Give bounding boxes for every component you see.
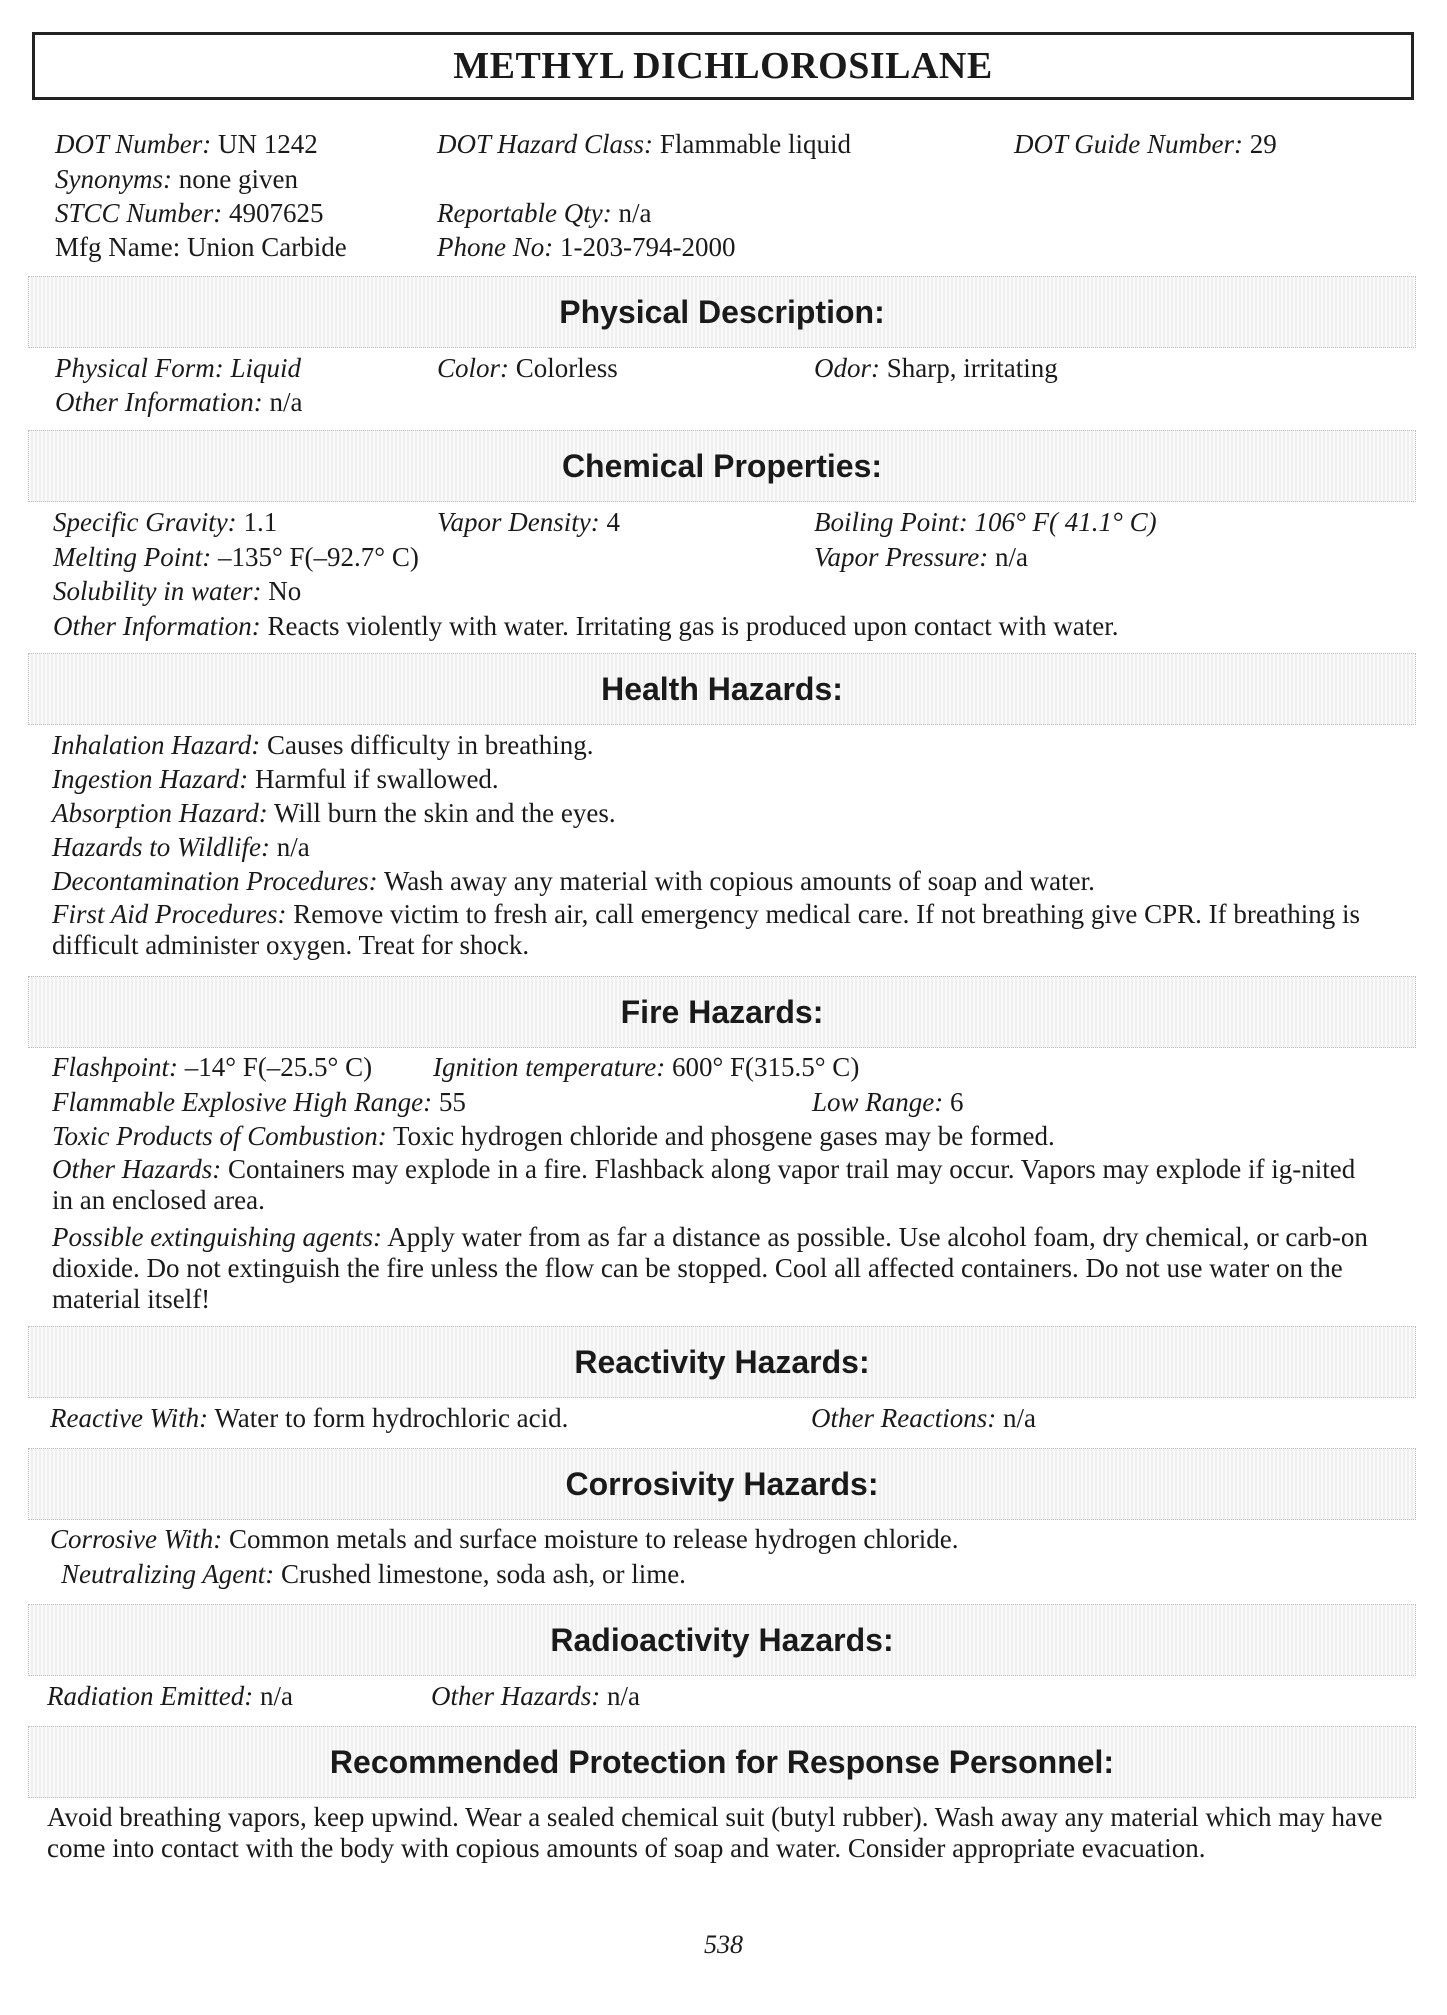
absorption-hazard: Absorption Hazard: Will burn the skin and the eyes. bbox=[52, 798, 616, 828]
reportable-qty: Reportable Qty: n/a bbox=[437, 198, 652, 228]
decontamination-procedures: Decontamination Procedures: Wash away any material with copious amounts of soap and water. bbox=[52, 866, 1095, 896]
radioactivity-other-hazards: Other Hazards: n/a bbox=[431, 1681, 641, 1711]
vapor-density: Vapor Density: 4 bbox=[437, 507, 620, 537]
section-heading-health: Health Hazards: bbox=[28, 653, 1416, 725]
odor: Odor: Sharp, irritating bbox=[814, 353, 1058, 383]
reactive-with: Reactive With: Water to form hydrochloric acid. bbox=[50, 1403, 569, 1433]
first-aid-procedures: First Aid Procedures: Remove victim to fresh air, call emergency medical care. If not breathing give CPR. If breathing is difficult administer oxygen. Treat for shock. bbox=[52, 899, 1361, 960]
flammable-high-range: Flammable Explosive High Range: 55 bbox=[52, 1087, 466, 1117]
document-title: METHYL DICHLOROSILANE bbox=[32, 32, 1414, 100]
other-fire-hazards: Other Hazards: Containers may explode in a fire. Flashback along vapor trail may occur. Vapors may explode if ig-nited in an enclosed area. bbox=[52, 1154, 1356, 1215]
specific-gravity: Specific Gravity: 1.1 bbox=[53, 507, 278, 537]
other-reactions: Other Reactions: n/a bbox=[811, 1403, 1036, 1433]
extinguishing-agents: Possible extinguishing agents: Apply water from as far a distance as possible. Use alcohol foam, dry chemical, or carb-on dioxide. Do not extinguish the fire unless the flow can be stopped. Cool all affected containers. Do not use water on the material itself! bbox=[52, 1222, 1368, 1314]
boiling-point: Boiling Point: 106° F( 41.1° C) bbox=[814, 507, 1157, 537]
color: Color: Colorless bbox=[437, 353, 618, 383]
chemical-other-info: Other Information: Reacts violently with water. Irritating gas is produced upon contact with water. bbox=[53, 611, 1119, 641]
protection-text: Avoid breathing vapors, keep upwind. Wear a sealed chemical suit (butyl rubber). Wash away any material which may have come into contact with the body with copious amounts of soap and water. Consider appropriate evacuation. bbox=[47, 1802, 1383, 1863]
mfg-name: Mfg Name: Union Carbide bbox=[55, 232, 347, 262]
solubility: Solubility in water: No bbox=[53, 576, 302, 606]
page-number: 538 bbox=[704, 1930, 743, 1959]
ignition-temperature: Ignition temperature: 600° F(315.5° C) bbox=[433, 1052, 860, 1082]
ingestion-hazard: Ingestion Hazard: Harmful if swallowed. bbox=[52, 764, 499, 794]
corrosive-with: Corrosive With: Common metals and surface moisture to release hydrogen chloride. bbox=[50, 1524, 959, 1554]
synonyms: Synonyms: none given bbox=[55, 164, 298, 194]
phone-no: Phone No: 1-203-794-2000 bbox=[437, 232, 736, 262]
radiation-emitted: Radiation Emitted: n/a bbox=[47, 1681, 293, 1711]
section-heading-reactivity: Reactivity Hazards: bbox=[28, 1326, 1416, 1398]
section-heading-fire: Fire Hazards: bbox=[28, 976, 1416, 1048]
neutralizing-agent: Neutralizing Agent: Crushed limestone, soda ash, or lime. bbox=[61, 1559, 686, 1589]
dot-hazard-class: DOT Hazard Class: Flammable liquid bbox=[437, 129, 852, 159]
stcc-number: STCC Number: 4907625 bbox=[55, 198, 324, 228]
section-heading-radioactivity: Radioactivity Hazards: bbox=[28, 1604, 1416, 1676]
section-heading-physical: Physical Description: bbox=[28, 276, 1416, 348]
physical-form: Physical Form: Liquid bbox=[55, 353, 301, 383]
dot-number: DOT Number: UN 1242 bbox=[55, 129, 318, 159]
wildlife-hazard: Hazards to Wildlife: n/a bbox=[52, 832, 310, 862]
flammable-low-range: Low Range: 6 bbox=[812, 1087, 964, 1117]
inhalation-hazard: Inhalation Hazard: Causes difficulty in breathing. bbox=[52, 730, 594, 760]
vapor-pressure: Vapor Pressure: n/a bbox=[814, 542, 1028, 572]
physical-other-info: Other Information: n/a bbox=[55, 387, 303, 417]
section-heading-protection: Recommended Protection for Response Personnel: bbox=[28, 1726, 1416, 1798]
flashpoint: Flashpoint: –14° F(–25.5° C) bbox=[52, 1052, 373, 1082]
section-heading-corrosivity: Corrosivity Hazards: bbox=[28, 1448, 1416, 1520]
melting-point: Melting Point: –135° F(–92.7° C) bbox=[53, 542, 419, 572]
toxic-products-combustion: Toxic Products of Combustion: Toxic hydrogen chloride and phosgene gases may be formed. bbox=[52, 1121, 1055, 1151]
dot-guide-number: DOT Guide Number: 29 bbox=[1014, 129, 1277, 159]
section-heading-chemical: Chemical Properties: bbox=[28, 430, 1416, 502]
